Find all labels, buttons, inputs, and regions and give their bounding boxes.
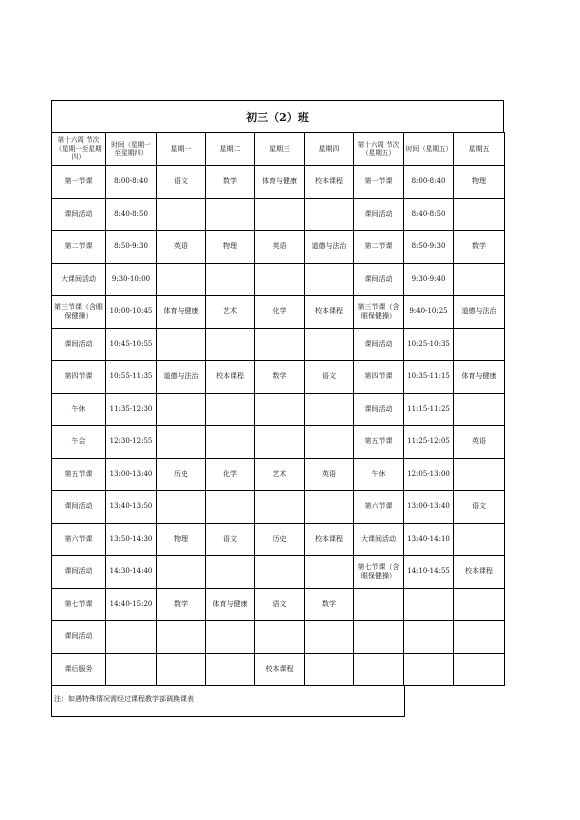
cell-friday: [454, 523, 505, 556]
cell-time-mon-thu: 10:45-10:55: [106, 328, 157, 361]
table-row: [52, 458, 505, 491]
cell-thursday: 校本课程: [305, 166, 354, 199]
cell-thursday: [305, 621, 354, 654]
cell-monday: 物理: [157, 523, 206, 556]
cell-time-fri: [404, 588, 454, 621]
cell-period-mon-thu: 课间活动: [52, 198, 106, 231]
cell-monday: 英语: [157, 231, 206, 264]
cell-friday: [454, 198, 505, 231]
cell-monday: 语文: [157, 166, 206, 199]
cell-tuesday: [206, 198, 255, 231]
cell-tuesday: [206, 393, 255, 426]
cell-monday: [157, 426, 206, 459]
table-row: [52, 166, 505, 199]
cell-period-fri: 大课间活动: [354, 523, 404, 556]
cell-tuesday: 语文: [206, 523, 255, 556]
header-tuesday: 星期二: [206, 133, 255, 166]
cell-tuesday: 物理: [206, 231, 255, 264]
cell-period-mon-thu: 第六节课: [52, 523, 106, 556]
cell-period-mon-thu: 课间活动: [52, 621, 106, 654]
cell-period-fri: 第一节课: [354, 166, 404, 199]
header-period-mon-thu: 第十六周 节次（星期一至星期四）: [52, 133, 106, 166]
cell-thursday: [305, 491, 354, 524]
cell-wednesday: [255, 198, 305, 231]
cell-monday: [157, 491, 206, 524]
cell-time-fri: [404, 621, 454, 654]
cell-monday: 体育与健康: [157, 296, 206, 329]
cell-wednesday: [255, 328, 305, 361]
cell-time-fri: 8:00-8:40: [404, 166, 454, 199]
cell-period-fri: 第三节课（含眼保健操）: [354, 296, 404, 329]
cell-thursday: 数学: [305, 588, 354, 621]
cell-thursday: [305, 263, 354, 296]
cell-monday: [157, 393, 206, 426]
cell-wednesday: 体育与健康: [255, 166, 305, 199]
cell-wednesday: 语文: [255, 588, 305, 621]
cell-period-fri: 第六节课: [354, 491, 404, 524]
table-row: [52, 523, 505, 556]
table-row: [52, 621, 505, 654]
header-row: [52, 133, 505, 166]
cell-time-fri: 10:25-10:35: [404, 328, 454, 361]
cell-period-mon-thu: 第二节课: [52, 231, 106, 264]
table-row: [52, 263, 505, 296]
cell-tuesday: [206, 491, 255, 524]
cell-time-fri: 8:50-9:30: [404, 231, 454, 264]
cell-time-mon-thu: 10:00-10:45: [106, 296, 157, 329]
header-period-fri: 第十六周 节次 （星期五）: [354, 133, 404, 166]
cell-monday: 历史: [157, 458, 206, 491]
cell-monday: [157, 198, 206, 231]
table-row: [52, 328, 505, 361]
cell-period-mon-thu: 午休: [52, 393, 106, 426]
table-row: [52, 198, 505, 231]
cell-period-fri: 课间活动: [354, 328, 404, 361]
cell-monday: [157, 263, 206, 296]
cell-period-mon-thu: 课后服务: [52, 653, 106, 686]
footnote: 注：如遇特殊情况需经过课程教学部调换课表: [51, 685, 405, 717]
table-row: [52, 361, 505, 394]
cell-friday: [454, 328, 505, 361]
table-row: [52, 588, 505, 621]
cell-wednesday: 历史: [255, 523, 305, 556]
header-time-fri: 时间（星期五）: [404, 133, 454, 166]
cell-period-mon-thu: 第五节课: [52, 458, 106, 491]
cell-period-mon-thu: 课间活动: [52, 328, 106, 361]
cell-thursday: [305, 556, 354, 589]
cell-thursday: [305, 426, 354, 459]
header-monday: 星期一: [157, 133, 206, 166]
cell-wednesday: 数学: [255, 361, 305, 394]
cell-tuesday: 化学: [206, 458, 255, 491]
cell-wednesday: 艺术: [255, 458, 305, 491]
table-row: [52, 653, 505, 686]
cell-time-mon-thu: 12:30-12:55: [106, 426, 157, 459]
cell-wednesday: [255, 393, 305, 426]
cell-time-fri: 13:40-14:10: [404, 523, 454, 556]
table-row: [52, 231, 505, 264]
cell-period-mon-thu: 第三节课（含眼保健操）: [52, 296, 106, 329]
cell-friday: [454, 588, 505, 621]
cell-tuesday: 艺术: [206, 296, 255, 329]
table-row: [52, 296, 505, 329]
cell-time-fri: 9:40-10:25: [404, 296, 454, 329]
cell-period-fri: 午休: [354, 458, 404, 491]
cell-time-mon-thu: [106, 653, 157, 686]
cell-wednesday: [255, 426, 305, 459]
cell-friday: [454, 393, 505, 426]
cell-time-mon-thu: 9:30-10:00: [106, 263, 157, 296]
cell-time-fri: [404, 653, 454, 686]
table-row: [52, 491, 505, 524]
schedule-table: [51, 132, 505, 686]
header-friday: 星期五: [454, 133, 505, 166]
cell-period-fri: [354, 588, 404, 621]
cell-monday: [157, 328, 206, 361]
cell-period-fri: 课间活动: [354, 263, 404, 296]
cell-time-fri: 11:15-11:25: [404, 393, 454, 426]
cell-period-fri: 第二节课: [354, 231, 404, 264]
cell-time-mon-thu: [106, 621, 157, 654]
cell-period-mon-thu: 第四节课: [52, 361, 106, 394]
cell-period-mon-thu: 课间活动: [52, 556, 106, 589]
cell-period-mon-thu: 第七节课: [52, 588, 106, 621]
cell-tuesday: 校本课程: [206, 361, 255, 394]
header-thursday: 星期四: [305, 133, 354, 166]
cell-tuesday: [206, 263, 255, 296]
cell-time-mon-thu: 13:00-13:40: [106, 458, 157, 491]
cell-thursday: [305, 198, 354, 231]
cell-time-mon-thu: 10:55-11:35: [106, 361, 157, 394]
cell-period-fri: [354, 621, 404, 654]
cell-tuesday: 体育与健康: [206, 588, 255, 621]
cell-monday: [157, 556, 206, 589]
cell-tuesday: [206, 426, 255, 459]
header-time-mon-thu: 时间（星期一至星期四）: [106, 133, 157, 166]
cell-wednesday: [255, 491, 305, 524]
cell-period-fri: 课间活动: [354, 198, 404, 231]
cell-monday: [157, 653, 206, 686]
cell-monday: 数学: [157, 588, 206, 621]
cell-thursday: [305, 653, 354, 686]
cell-wednesday: [255, 263, 305, 296]
cell-thursday: [305, 393, 354, 426]
cell-tuesday: [206, 556, 255, 589]
cell-thursday: 道德与法治: [305, 231, 354, 264]
cell-friday: [454, 621, 505, 654]
cell-time-mon-thu: 8:50-9:30: [106, 231, 157, 264]
cell-time-fri: 14:10-14:55: [404, 556, 454, 589]
cell-wednesday: 英语: [255, 231, 305, 264]
cell-period-fri: 第四节课: [354, 361, 404, 394]
cell-time-fri: 13:00-13:40: [404, 491, 454, 524]
cell-period-mon-thu: 第一节课: [52, 166, 106, 199]
cell-tuesday: [206, 621, 255, 654]
cell-friday: [454, 653, 505, 686]
cell-friday: 物理: [454, 166, 505, 199]
cell-time-mon-thu: 8:00-8:40: [106, 166, 157, 199]
cell-period-fri: [354, 653, 404, 686]
cell-wednesday: 校本课程: [255, 653, 305, 686]
cell-time-fri: 9:30-9:40: [404, 263, 454, 296]
table-row: [52, 556, 505, 589]
cell-friday: 道德与法治: [454, 296, 505, 329]
cell-friday: [454, 458, 505, 491]
cell-period-mon-thu: 课间活动: [52, 491, 106, 524]
cell-friday: 数学: [454, 231, 505, 264]
timetable-sheet: [51, 100, 504, 686]
cell-time-mon-thu: 8:40-8:50: [106, 198, 157, 231]
cell-period-fri: 第五节课: [354, 426, 404, 459]
cell-wednesday: [255, 621, 305, 654]
cell-friday: 体育与健康: [454, 361, 505, 394]
cell-period-mon-thu: 午会: [52, 426, 106, 459]
cell-period-mon-thu: 大课间活动: [52, 263, 106, 296]
table-row: [52, 426, 505, 459]
cell-thursday: 校本课程: [305, 523, 354, 556]
cell-thursday: 校本课程: [305, 296, 354, 329]
table-row: [52, 393, 505, 426]
class-title: 初三（2）班: [51, 100, 504, 132]
cell-friday: 英语: [454, 426, 505, 459]
cell-thursday: 英语: [305, 458, 354, 491]
cell-friday: 校本课程: [454, 556, 505, 589]
cell-time-mon-thu: 11:35-12:30: [106, 393, 157, 426]
cell-period-fri: 第七节课（含眼保健操）: [354, 556, 404, 589]
cell-time-fri: 12:05-13:00: [404, 458, 454, 491]
cell-friday: 语文: [454, 491, 505, 524]
cell-wednesday: [255, 556, 305, 589]
cell-tuesday: [206, 328, 255, 361]
cell-monday: 道德与法治: [157, 361, 206, 394]
cell-time-fri: 11:25-12:05: [404, 426, 454, 459]
cell-tuesday: [206, 653, 255, 686]
cell-tuesday: 数学: [206, 166, 255, 199]
cell-time-mon-thu: 13:40-13:50: [106, 491, 157, 524]
cell-time-fri: 8:40-8:50: [404, 198, 454, 231]
cell-monday: [157, 621, 206, 654]
cell-thursday: 语文: [305, 361, 354, 394]
cell-time-mon-thu: 14:30-14:40: [106, 556, 157, 589]
cell-friday: [454, 263, 505, 296]
cell-time-mon-thu: 14:40-15:20: [106, 588, 157, 621]
cell-wednesday: 化学: [255, 296, 305, 329]
cell-thursday: [305, 328, 354, 361]
cell-time-mon-thu: 13:50-14:30: [106, 523, 157, 556]
header-wednesday: 星期三: [255, 133, 305, 166]
cell-period-fri: 课间活动: [354, 393, 404, 426]
cell-time-fri: 10:35-11:15: [404, 361, 454, 394]
